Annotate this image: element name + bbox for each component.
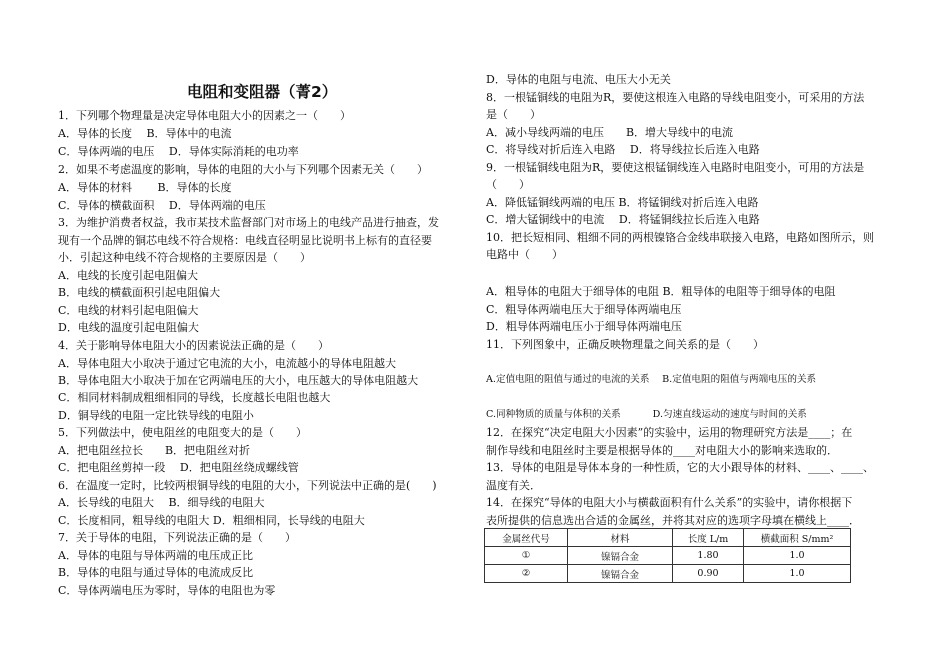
page-title: 电阻和变阻器（菁2） xyxy=(187,83,338,101)
q9-options-ab: A．降低锰铜线两端的电压 B．将锰铜线对折后连入电路 xyxy=(486,196,759,209)
table-header-cell: 材料 xyxy=(568,529,673,547)
q6-options-cd: C．长度相同，粗导线的电阻大 D．粗细相同，长导线的电阻大 xyxy=(58,514,365,527)
q6-stem: 6．在温度一定时，比较两根铜导线的电阻的大小，下列说法中正确的是( ) xyxy=(58,479,437,492)
q12-stem-line1: 12．在探究“决定电阻大小因素”的实验中，运用的物理研究方法是____；在 xyxy=(486,426,853,439)
q3-option-c: C．电线的材料引起电阻偏大 xyxy=(58,304,199,317)
q1-options-cd: C．导体两端的电压 D．导体实际消耗的电功率 xyxy=(58,145,299,158)
q8-options-ab: A．减小导线两端的电压 B．增大导线中的电流 xyxy=(486,126,734,139)
q3-stem-line2: 现有一个品牌的铜芯电线不符合规格：电线直径明显比说明书上标有的直径要 xyxy=(58,234,432,247)
q14-stem-line1: 14．在探究“导体的电阻大小与横截面积有什么关系”的实验中，请你根据下 xyxy=(486,496,853,509)
q13-stem-line1: 13．导体的电阻是导体本身的一种性质，它的大小跟导体的材料、____、____、 xyxy=(486,461,874,474)
q3-stem-line3: 小．引起这种电线不符合规格的主要原因是（ ） xyxy=(58,251,311,264)
q6-options-ab: A．长导线的电阻大 B．细导线的电阻大 xyxy=(58,496,265,509)
q7-option-a: A．导体的电阻与导体两端的电压成正比 xyxy=(58,549,253,562)
q10-stem-line2: 电路中（ ） xyxy=(486,248,563,261)
q5-options-ab: A．把电阻丝拉长 B．把电阻丝对折 xyxy=(58,444,251,457)
q12-stem-line2: 制作导线和电阻丝时主要是根据导体的____对电阻大小的影响来选取的． xyxy=(486,444,838,457)
q9-options-cd: C．增大锰铜线中的电流 D．将锰铜线拉长后连入电路 xyxy=(486,213,760,226)
q13-stem-line2: 温度有关． xyxy=(486,479,541,492)
q10-option-c: C．粗导体两端电压大于细导体两端电压 xyxy=(486,303,682,316)
table-row xyxy=(485,565,851,583)
q9-stem-line1: 9．一根锰铜线电阻为R，要使这根锰铜线连入电路时电阻变小，可用的方法是 xyxy=(486,161,865,174)
table-cell: ② xyxy=(485,565,568,583)
q2-options-ab: A．导体的材料 B．导体的长度 xyxy=(58,181,232,194)
q4-option-c: C．相同材料制成粗细相同的导线，长度越长电阻也越大 xyxy=(58,391,331,404)
q4-option-d: D．铜导线的电阻一定比铁导线的电阻小 xyxy=(58,409,254,422)
table-cell: 1.0 xyxy=(744,565,851,583)
q3-option-d: D．电线的温度引起电阻偏大 xyxy=(58,321,199,334)
table-header-cell: 金属丝代号 xyxy=(485,529,568,547)
q2-options-cd: C．导体的横截面积 D．导体两端的电压 xyxy=(58,199,266,212)
q11-options-cd: C.同种物质的质量与体积的关系 D.匀速直线运动的速度与时间的关系 xyxy=(486,409,807,420)
q11-options-ab: A.定值电阻的阻值与通过的电流的关系 B.定值电阻的阻值与两端电压的关系 xyxy=(486,374,817,385)
q2-stem: 2．如果不考虑温度的影响，导体的电阻的大小与下列哪个因素无关（ ） xyxy=(58,163,428,176)
q9-stem-line2: （ ） xyxy=(486,178,530,191)
q7-stem: 7．关于导体的电阻，下列说法正确的是（ ） xyxy=(58,531,296,544)
q7-option-b: B．导体的电阻与通过导体的电流成反比 xyxy=(58,566,254,579)
q3-stem-line1: 3．为维护消费者权益，我市某技术监督部门对市场上的电线产品进行抽查，发 xyxy=(58,216,439,229)
q4-stem: 4．关于影响导体电阻大小的因素说法正确的是（ ） xyxy=(58,339,329,352)
table-header-row xyxy=(485,529,851,547)
q4-option-a: A．导体电阻大小取决于通过它电流的大小，电流越小的导体电阻越大 xyxy=(58,357,396,370)
q3-option-b: B．电线的横截面积引起电阻偏大 xyxy=(58,286,221,299)
table-cell: 0.90 xyxy=(673,565,744,583)
q10-option-d: D．粗导体两端电压小于细导体两端电压 xyxy=(486,320,682,333)
q5-stem: 5．下列做法中，使电阻丝的电阻变大的是（ ） xyxy=(58,426,307,439)
q10-stem-line1: 10．把长短相同、粗细不同的两根镍铬合金线串联接入电路，电路如图所示，则 xyxy=(486,231,874,244)
q1-options-ab: A．导体的长度 B．导体中的电流 xyxy=(58,127,232,140)
q8-stem-line1: 8．一根锰铜线的电阻为R，要使这根连入电路的导线电阻变小，可采用的方法 xyxy=(486,91,865,104)
table-cell: 1.80 xyxy=(673,547,744,565)
q8-stem-line2: 是（ ） xyxy=(486,108,541,121)
table-cell: 镍镉合金 xyxy=(568,565,673,583)
q14-stem-line2: 表所提供的信息选出合适的金属丝，并将其对应的选项字母填在横线上____． xyxy=(486,514,860,527)
table-header-cell: 长度 L/m xyxy=(673,529,744,547)
q1-stem: 1．下列哪个物理量是决定导体电阻大小的因素之一（ ） xyxy=(58,109,351,122)
table-header-cell: 横截面积 S/mm² xyxy=(744,529,851,547)
q4-option-b: B．导体电阻大小取决于加在它两端电压的大小，电压越大的导体电阻越大 xyxy=(58,374,419,387)
q3-option-a: A．电线的长度引起电阻偏大 xyxy=(58,269,198,282)
q7-option-c: C．导体两端电压为零时，导体的电阻也为零 xyxy=(58,584,276,597)
table-cell: 1.0 xyxy=(744,547,851,565)
q7-option-d: D．导体的电阻与电流、电压大小无关 xyxy=(486,73,671,86)
q10-options-ab: A．粗导体的电阻大于细导体的电阻 B．粗导体的电阻等于细导体的电阻 xyxy=(486,285,836,298)
q11-stem: 11．下列图象中，正确反映物理量之间关系的是（ ） xyxy=(486,338,764,351)
q5-options-cd: C．把电阻丝剪掉一段 D．把电阻丝绕成螺线管 xyxy=(58,461,299,474)
table-cell: 镍镉合金 xyxy=(568,547,673,565)
table-cell: ① xyxy=(485,547,568,565)
table-row xyxy=(485,547,851,565)
wire-data-table xyxy=(484,528,851,583)
wire-data-table-wrap xyxy=(484,528,851,583)
q8-options-cd: C．将导线对折后连入电路 D．将导线拉长后连入电路 xyxy=(486,143,760,156)
